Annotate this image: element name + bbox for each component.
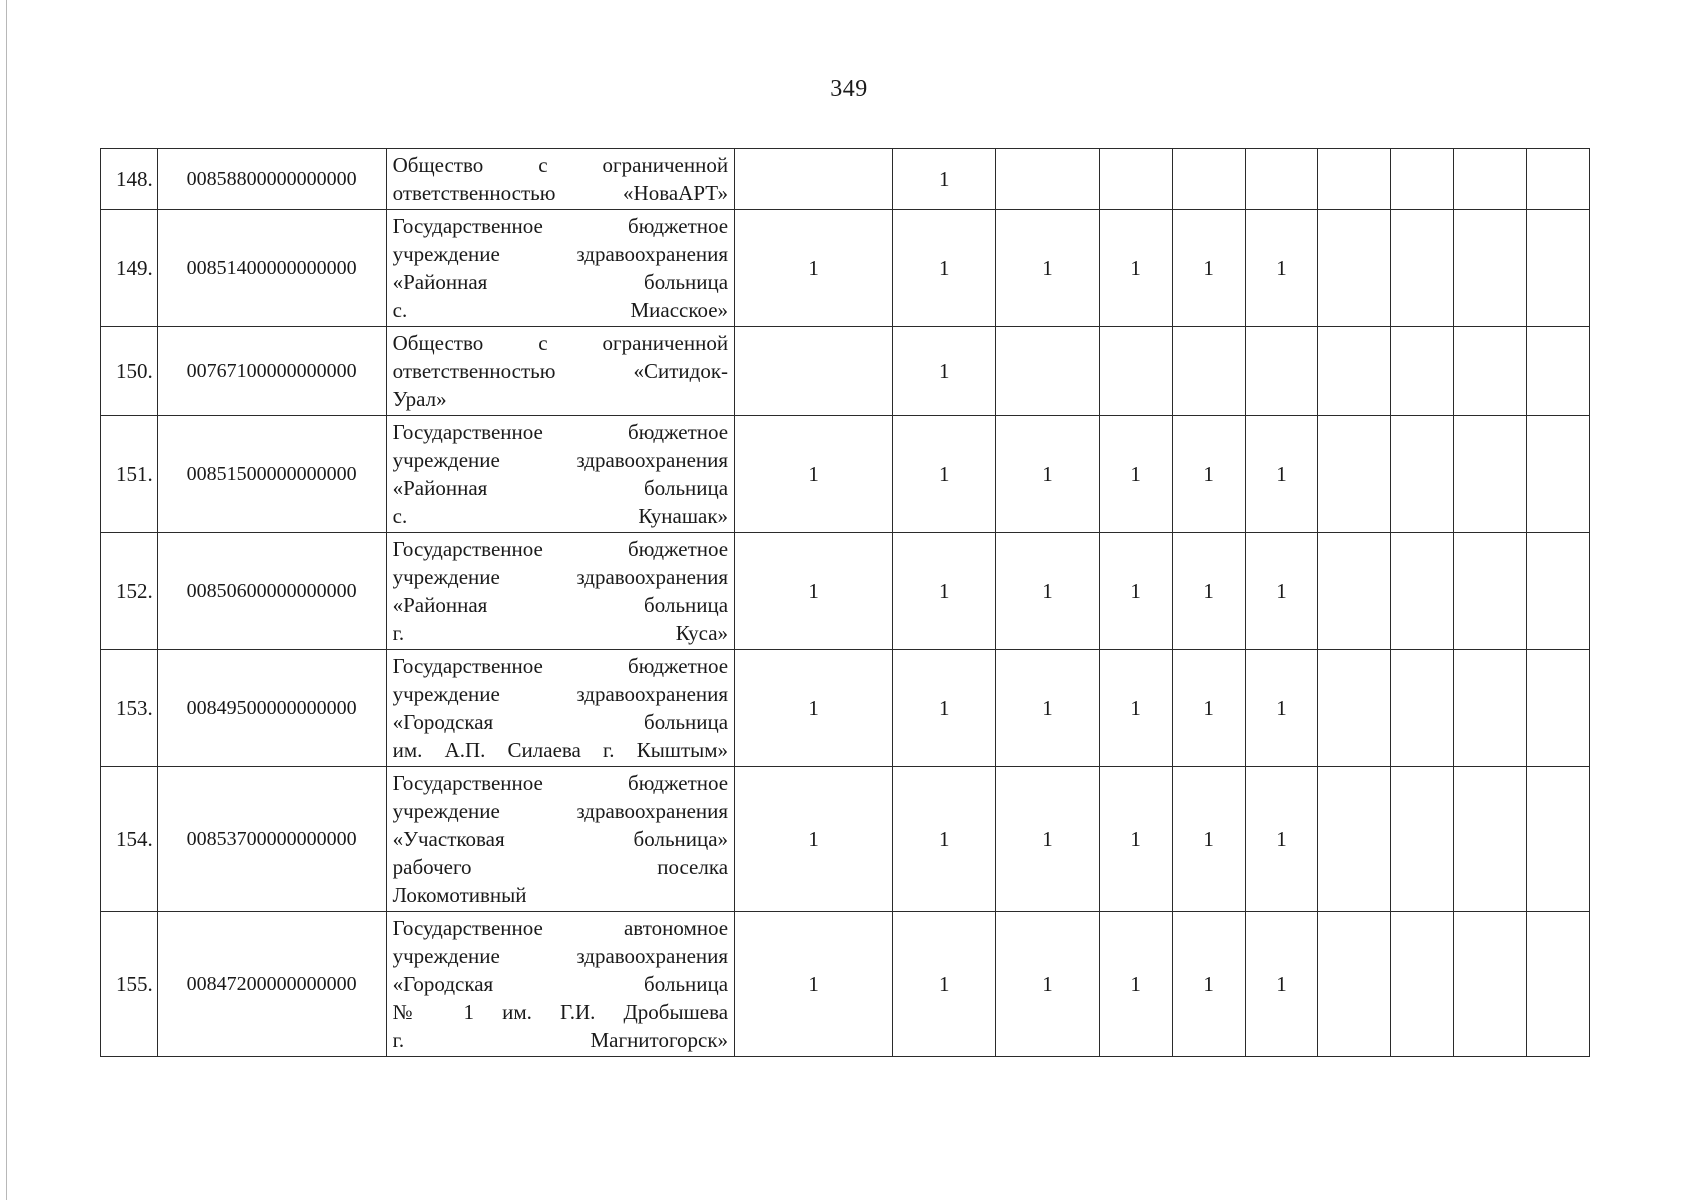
mark-cell xyxy=(1245,149,1318,210)
mark-cell: 1 xyxy=(1099,416,1172,533)
organization-name-line: «Городская больница xyxy=(392,972,729,996)
mark-cell xyxy=(1391,650,1454,767)
mark-cell: 1 xyxy=(996,416,1099,533)
table-row xyxy=(101,416,1590,533)
mark-cell xyxy=(735,149,893,210)
mark-cell xyxy=(1527,210,1590,327)
mark-cell xyxy=(1454,912,1527,1057)
mark-cell xyxy=(1318,533,1391,650)
organization-name-line: учреждение здравоохранения xyxy=(392,799,729,823)
organization-name-line: Государственное бюджетное xyxy=(392,771,729,795)
registry-code: 00853700000000000 xyxy=(157,767,386,912)
mark-cell: 1 xyxy=(1245,767,1318,912)
mark-cell: 1 xyxy=(1172,650,1245,767)
mark-cell: 1 xyxy=(893,650,996,767)
mark-cell xyxy=(1318,149,1391,210)
mark-cell: 1 xyxy=(1172,912,1245,1057)
organization-name-line: Государственное бюджетное xyxy=(392,420,729,444)
mark-cell: 1 xyxy=(1172,210,1245,327)
registry-code: 00847200000000000 xyxy=(157,912,386,1057)
registry-code: 00851500000000000 xyxy=(157,416,386,533)
row-number: 148. xyxy=(101,149,158,210)
row-number: 150. xyxy=(101,327,158,416)
organization-name-line: Урал» xyxy=(392,387,447,411)
mark-cell xyxy=(1391,767,1454,912)
mark-cell: 1 xyxy=(893,912,996,1057)
table-row xyxy=(101,650,1590,767)
mark-cell xyxy=(1318,912,1391,1057)
organization-name-line: им. А.П. Силаева г. Кыштым» xyxy=(392,738,729,762)
mark-cell xyxy=(1391,416,1454,533)
registry-code: 00858800000000000 xyxy=(157,149,386,210)
registry-code: 00850600000000000 xyxy=(157,533,386,650)
mark-cell xyxy=(1318,327,1391,416)
organization-name-line: Государственное бюджетное xyxy=(392,654,729,678)
registry-code: 00849500000000000 xyxy=(157,650,386,767)
mark-cell xyxy=(1391,912,1454,1057)
organization-name-line: с. Кунашак» xyxy=(392,504,729,528)
organization-name xyxy=(386,912,734,1057)
table-row xyxy=(101,327,1590,416)
mark-cell: 1 xyxy=(893,210,996,327)
mark-cell: 1 xyxy=(735,650,893,767)
mark-cell: 1 xyxy=(996,650,1099,767)
mark-cell: 1 xyxy=(893,533,996,650)
mark-cell xyxy=(1454,533,1527,650)
mark-cell xyxy=(1454,650,1527,767)
mark-cell xyxy=(1099,327,1172,416)
organization-name-line: учреждение здравоохранения xyxy=(392,448,729,472)
organization-name xyxy=(386,149,734,210)
mark-cell: 1 xyxy=(893,767,996,912)
mark-cell: 1 xyxy=(1099,650,1172,767)
organization-name-line: «Городская больница xyxy=(392,710,729,734)
organization-name-line: ответственностью «НоваАРТ» xyxy=(392,181,729,205)
mark-cell xyxy=(1454,416,1527,533)
mark-cell xyxy=(1527,149,1590,210)
mark-cell xyxy=(996,149,1099,210)
row-number: 152. xyxy=(101,533,158,650)
mark-cell: 1 xyxy=(893,327,996,416)
mark-cell: 1 xyxy=(996,533,1099,650)
mark-cell xyxy=(1318,767,1391,912)
mark-cell xyxy=(1527,327,1590,416)
mark-cell xyxy=(1527,533,1590,650)
mark-cell xyxy=(735,327,893,416)
organization-name-line: Локомотивный xyxy=(392,883,527,907)
organizations-table xyxy=(100,148,1590,1057)
mark-cell: 1 xyxy=(735,912,893,1057)
mark-cell: 1 xyxy=(1245,416,1318,533)
row-number: 153. xyxy=(101,650,158,767)
organization-name-line: Государственное бюджетное xyxy=(392,214,729,238)
mark-cell xyxy=(1391,327,1454,416)
mark-cell xyxy=(1527,767,1590,912)
table-row xyxy=(101,533,1590,650)
mark-cell: 1 xyxy=(1245,533,1318,650)
organization-name-line: учреждение здравоохранения xyxy=(392,944,729,968)
mark-cell xyxy=(1454,327,1527,416)
registry-code: 00767100000000000 xyxy=(157,327,386,416)
mark-cell: 1 xyxy=(735,767,893,912)
mark-cell xyxy=(1245,327,1318,416)
mark-cell: 1 xyxy=(996,767,1099,912)
mark-cell: 1 xyxy=(1245,210,1318,327)
row-number: 151. xyxy=(101,416,158,533)
mark-cell xyxy=(1454,210,1527,327)
mark-cell: 1 xyxy=(735,210,893,327)
table-row xyxy=(101,767,1590,912)
organization-name-line: учреждение здравоохранения xyxy=(392,242,729,266)
page-number: 349 xyxy=(830,76,868,102)
registry-code: 00851400000000000 xyxy=(157,210,386,327)
mark-cell xyxy=(1172,149,1245,210)
mark-cell xyxy=(1527,416,1590,533)
organization-name xyxy=(386,416,734,533)
organization-name xyxy=(386,767,734,912)
mark-cell: 1 xyxy=(1172,416,1245,533)
mark-cell: 1 xyxy=(1099,767,1172,912)
organization-name-line: учреждение здравоохранения xyxy=(392,682,729,706)
mark-cell xyxy=(1527,912,1590,1057)
mark-cell: 1 xyxy=(1245,650,1318,767)
organization-name-line: «Участковая больница» xyxy=(392,827,729,851)
organization-name-line: г. Куса» xyxy=(392,621,729,645)
organization-name-line: «Районная больница xyxy=(392,270,729,294)
mark-cell: 1 xyxy=(893,416,996,533)
mark-cell xyxy=(996,327,1099,416)
mark-cell xyxy=(1391,533,1454,650)
mark-cell xyxy=(1318,650,1391,767)
mark-cell xyxy=(1172,327,1245,416)
organization-name-line: учреждение здравоохранения xyxy=(392,565,729,589)
organization-name-line: Общество с ограниченной xyxy=(392,331,729,355)
organization-name-line: Государственное автономное xyxy=(392,916,729,940)
table-row xyxy=(101,210,1590,327)
mark-cell xyxy=(1454,149,1527,210)
row-number: 154. xyxy=(101,767,158,912)
mark-cell xyxy=(1454,767,1527,912)
organization-name xyxy=(386,327,734,416)
organization-name-line: ответственностью «Ситидок- xyxy=(392,359,729,383)
mark-cell xyxy=(1099,149,1172,210)
organization-name-line: рабочего поселка xyxy=(392,855,729,879)
mark-cell xyxy=(1391,210,1454,327)
mark-cell: 1 xyxy=(1099,533,1172,650)
mark-cell: 1 xyxy=(996,912,1099,1057)
scan-edge-line xyxy=(6,0,7,1200)
mark-cell: 1 xyxy=(1172,533,1245,650)
mark-cell: 1 xyxy=(893,149,996,210)
mark-cell: 1 xyxy=(1172,767,1245,912)
organization-name xyxy=(386,210,734,327)
mark-cell: 1 xyxy=(735,416,893,533)
mark-cell: 1 xyxy=(1245,912,1318,1057)
table-row xyxy=(101,149,1590,210)
organization-name-line: г. Магнитогорск» xyxy=(392,1028,729,1052)
organization-name-line: с. Миасское» xyxy=(392,298,729,322)
organization-name xyxy=(386,533,734,650)
table-body xyxy=(101,149,1590,1057)
organization-name-line: Государственное бюджетное xyxy=(392,537,729,561)
organization-name xyxy=(386,650,734,767)
mark-cell: 1 xyxy=(735,533,893,650)
organization-name-line: № 1 им. Г.И. Дробышева xyxy=(392,1000,729,1024)
row-number: 155. xyxy=(101,912,158,1057)
mark-cell xyxy=(1318,210,1391,327)
table-row xyxy=(101,912,1590,1057)
organization-name-line: Общество с ограниченной xyxy=(392,153,729,177)
mark-cell xyxy=(1391,149,1454,210)
mark-cell xyxy=(1527,650,1590,767)
organization-name-line: «Районная больница xyxy=(392,593,729,617)
mark-cell: 1 xyxy=(1099,912,1172,1057)
organization-name-line: «Районная больница xyxy=(392,476,729,500)
row-number: 149. xyxy=(101,210,158,327)
mark-cell: 1 xyxy=(996,210,1099,327)
mark-cell xyxy=(1318,416,1391,533)
mark-cell: 1 xyxy=(1099,210,1172,327)
